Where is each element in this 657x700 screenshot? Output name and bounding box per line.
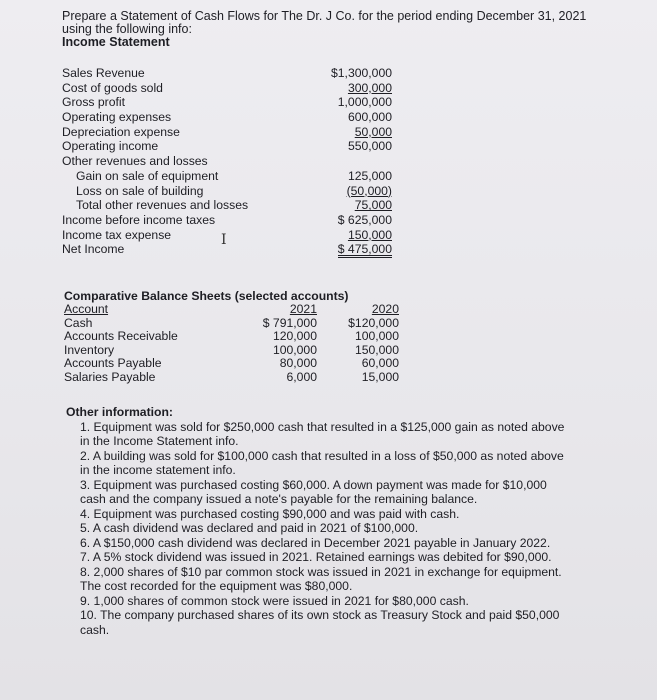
other-info-line: 7. A 5% stock dividend was issued in 2021. Retained earnings was debited for $90,000.	[80, 550, 552, 564]
is-value: 1,000,000	[337, 95, 392, 110]
bs-header-2020: 2020	[371, 302, 399, 316]
is-value: 300,000	[347, 80, 392, 95]
is-value: 550,000	[347, 139, 392, 154]
is-row	[62, 95, 392, 110]
other-info-line: The cost recorded for the equipment was $80,000.	[80, 579, 353, 593]
other-info-line: 1. Equipment was sold for $250,000 cash that resulted in a $125,000 gain as noted above	[80, 419, 565, 434]
is-value: 600,000	[347, 110, 392, 125]
is-value: $1,300,000	[331, 66, 392, 80]
other-info-line: cash.	[80, 622, 110, 637]
bs-account: Accounts Receivable	[64, 329, 178, 344]
income-statement	[62, 66, 392, 257]
is-row	[62, 198, 392, 213]
bs-value-2020: 100,000	[354, 329, 399, 344]
bs-value-2021: 120,000	[272, 329, 317, 344]
is-row	[62, 81, 392, 96]
bs-row	[64, 357, 399, 371]
other-info-line: 3. Equipment was purchased costing $60,000. A down payment was made for $10,000	[80, 477, 547, 492]
other-information-title: Other information:	[66, 405, 173, 419]
other-info-line: 6. A $150,000 cash dividend was declared in December 2021 payable in January 2022.	[80, 535, 551, 550]
is-value: 75,000	[354, 198, 392, 213]
bs-value-2020: 15,000	[361, 369, 399, 384]
bs-account: Salaries Payable	[64, 369, 156, 384]
is-label: Cost of goods sold	[62, 80, 163, 95]
instruction-line-1: Prepare a Statement of Cash Flows for The Dr. J Co. for the period ending December 31, 2021	[62, 9, 587, 23]
is-label: Depreciation expense	[62, 124, 180, 139]
bs-value-2021: $ 791,000	[262, 315, 317, 330]
bs-row	[64, 330, 399, 344]
is-row	[62, 154, 392, 169]
is-label: Income before income taxes	[62, 212, 216, 227]
is-label: Net Income	[62, 242, 125, 257]
is-label: Other revenues and losses	[62, 154, 208, 169]
bs-value-2021: 80,000	[279, 356, 317, 371]
is-label: Gross profit	[62, 95, 125, 110]
is-label: Income tax expense	[62, 227, 172, 242]
is-row	[62, 125, 392, 140]
bs-value-2021: 6,000	[286, 369, 317, 384]
bs-row	[64, 344, 399, 358]
bs-value-2020: 60,000	[361, 356, 399, 371]
bs-row	[64, 371, 399, 385]
bs-account: Cash	[64, 315, 93, 330]
other-info-line: cash and the company issued a note's payable for the remaining balance.	[80, 492, 478, 506]
is-value: 150,000	[347, 227, 392, 242]
other-information	[66, 405, 631, 637]
other-info-line: 9. 1,000 shares of common stock were issued in 2021 for $80,000 cash.	[80, 593, 469, 608]
is-label: Operating expenses	[62, 110, 172, 125]
net-income-value: $ 475,000	[337, 242, 392, 257]
is-row	[62, 169, 392, 184]
other-info-line: 4. Equipment was purchased costing $90,000 and was paid with cash.	[80, 506, 460, 521]
other-info-line: 8. 2,000 shares of $10 par common stock was issued in 2021 in exchange for equipment.	[80, 564, 562, 579]
other-info-line: in the income statement info.	[80, 463, 236, 477]
balance-sheet-title: Comparative Balance Sheets (selected accounts)	[64, 289, 349, 303]
bs-row	[64, 317, 399, 331]
other-info-line: in the Income Statement info.	[80, 434, 239, 448]
income-statement-heading: Income Statement	[62, 35, 170, 49]
bs-value-2020: 150,000	[354, 342, 399, 357]
bs-account: Accounts Payable	[64, 356, 162, 371]
bs-header-row	[64, 303, 399, 317]
is-value: 125,000	[347, 168, 392, 183]
bs-header-2021: 2021	[289, 302, 317, 316]
text-cursor-icon: I	[221, 232, 227, 248]
is-row	[62, 110, 392, 125]
is-row	[62, 242, 392, 257]
is-value: 50,000	[354, 124, 392, 139]
is-label: Operating income	[62, 139, 159, 154]
other-info-line: 2. A building was sold for $100,000 cash that resulted in a loss of $50,000 as noted above	[80, 448, 564, 463]
bs-header-account: Account	[64, 302, 109, 316]
balance-sheet	[64, 289, 399, 385]
other-info-line: 10. The company purchased shares of its own stock as Treasury Stock and paid $50,000	[80, 608, 560, 622]
is-value: (50,000)	[346, 183, 392, 198]
is-label: Total other revenues and losses	[76, 198, 249, 213]
is-row	[62, 66, 392, 81]
instruction-line-2: using the following info:	[62, 22, 192, 36]
other-info-line: 5. A cash dividend was declared and paid in 2021 of $100,000.	[80, 521, 419, 535]
is-label: Sales Revenue	[62, 66, 145, 80]
bs-value-2020: $120,000	[348, 315, 399, 330]
is-row	[62, 228, 392, 243]
is-row	[62, 184, 392, 199]
bs-value-2021: 100,000	[272, 342, 317, 357]
is-value: $ 625,000	[337, 212, 392, 227]
bs-account: Inventory	[64, 342, 115, 357]
intro	[62, 10, 586, 49]
is-label: Gain on sale of equipment	[76, 168, 219, 183]
is-label: Loss on sale of building	[76, 183, 204, 198]
is-row	[62, 139, 392, 154]
is-row	[62, 213, 392, 228]
